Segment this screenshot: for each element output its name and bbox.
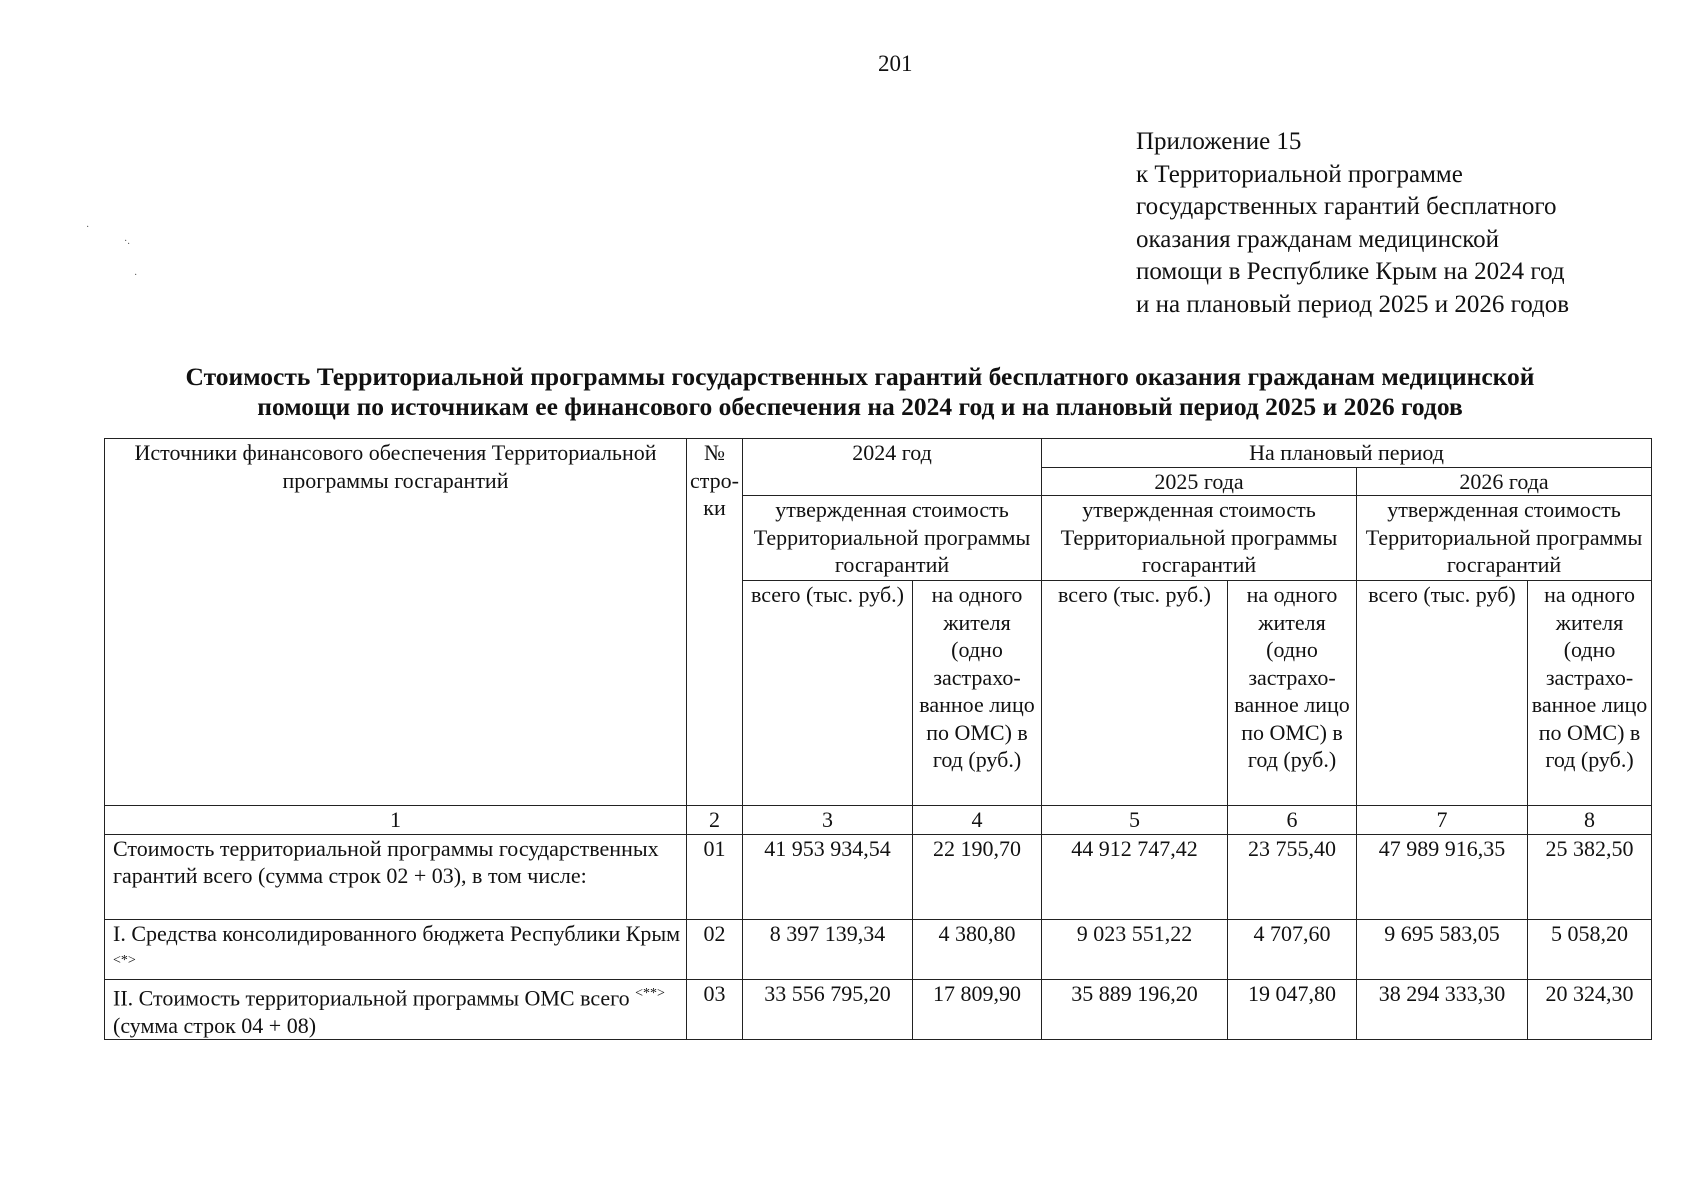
- table-row: [105, 919, 1652, 979]
- header-approved-cost-2026: утвержденная стоимость Территориальной программы госгарантий: [1357, 496, 1652, 581]
- column-number: 5: [1042, 806, 1228, 835]
- header-row-no: № стро-ки: [687, 439, 743, 806]
- title-line: помощи по источникам ее финансового обеспечения на 2024 год и на плановый период 2025 и 2026 годов: [257, 392, 1463, 421]
- header-per-resident-2025: на одного жителя (одно застрахо-ванное лицо по ОМС) в год (руб.): [1228, 581, 1357, 806]
- column-number: 8: [1528, 806, 1652, 835]
- appendix-line: оказания гражданам медицинской: [1136, 225, 1500, 253]
- scan-speck: ·: [134, 270, 138, 281]
- page-number: 201: [878, 51, 913, 76]
- row-name: I. Средства консолидированного бюджета Республики Крым <*>: [105, 919, 687, 979]
- column-number: 2: [687, 806, 743, 835]
- cell-value: 17 809,90: [913, 979, 1042, 1039]
- scan-speck: ·: [86, 222, 90, 233]
- column-number: 4: [913, 806, 1042, 835]
- header-approved-cost-2024: утвержденная стоимость Территориальной программы госгарантий: [743, 496, 1042, 581]
- column-number: 7: [1357, 806, 1528, 835]
- appendix-heading: [1136, 126, 1676, 321]
- cell-value: 41 953 934,54: [743, 834, 913, 919]
- cell-value: 9 023 551,22: [1042, 919, 1228, 979]
- cell-value: 38 294 333,30: [1357, 979, 1528, 1039]
- cell-value: 4 707,60: [1228, 919, 1357, 979]
- appendix-line: к Территориальной программе: [1136, 160, 1463, 188]
- appendix-line: помощи в Республике Крым на 2024 год: [1136, 258, 1565, 285]
- header-planned-period: На плановый период: [1042, 439, 1652, 468]
- cell-value: 35 889 196,20: [1042, 979, 1228, 1039]
- header-total-2024: всего (тыс. руб.): [743, 581, 913, 806]
- appendix-line: и на плановый период 2025 и 2026 годов: [1136, 290, 1570, 318]
- row-no: 03: [687, 979, 743, 1039]
- footnote-marker: <**>: [635, 985, 665, 1001]
- header-sources: Источники финансового обеспечения Территориальной программы госгарантий: [105, 439, 687, 806]
- cell-value: 23 755,40: [1228, 834, 1357, 919]
- column-number-row: [105, 806, 1652, 835]
- cell-value: 25 382,50: [1528, 834, 1652, 919]
- row-no: 01: [687, 834, 743, 919]
- column-number: 6: [1228, 806, 1357, 835]
- header-per-resident-2024: на одного жителя (одно застрахо-ванное лицо по ОМС) в год (руб.): [913, 581, 1042, 806]
- cell-value: 19 047,80: [1228, 979, 1357, 1039]
- scan-speck: ·.: [124, 236, 130, 247]
- header-year-2025: 2025 года: [1042, 467, 1357, 496]
- cell-value: 5 058,20: [1528, 919, 1652, 979]
- table-row: [105, 834, 1652, 919]
- cost-table: [104, 438, 1652, 1040]
- header-total-2025: всего (тыс. руб.): [1042, 581, 1228, 806]
- title-line: Стоимость Территориальной программы государственных гарантий бесплатного оказания гражданам медицинской: [185, 362, 1535, 391]
- column-number: 1: [105, 806, 687, 835]
- header-year-2024: 2024 год: [743, 439, 1042, 496]
- row-no: 02: [687, 919, 743, 979]
- cell-value: 8 397 139,34: [743, 919, 913, 979]
- appendix-line: государственных гарантий бесплатного: [1136, 193, 1557, 220]
- cell-value: 47 989 916,35: [1357, 834, 1528, 919]
- row-name: Стоимость территориальной программы государственных гарантий всего (сумма строк 02 + 03), в том числе:: [105, 834, 687, 919]
- cell-value: 9 695 583,05: [1357, 919, 1528, 979]
- header-year-2026: 2026 года: [1357, 467, 1652, 496]
- cell-value: 22 190,70: [913, 834, 1042, 919]
- cell-value: 4 380,80: [913, 919, 1042, 979]
- row-name: II. Стоимость территориальной программы ОМС всего <**> (сумма строк 04 + 08): [105, 979, 687, 1039]
- column-number: 3: [743, 806, 913, 835]
- cell-value: 44 912 747,42: [1042, 834, 1228, 919]
- header-per-resident-2026: на одного жителя (одно застрахо-ванное лицо по ОМС) в год (руб.): [1528, 581, 1652, 806]
- header-total-2026: всего (тыс. руб): [1357, 581, 1528, 806]
- cell-value: 33 556 795,20: [743, 979, 913, 1039]
- document-title: [60, 362, 1660, 422]
- cell-value: 20 324,30: [1528, 979, 1652, 1039]
- header-approved-cost-2025: утвержденная стоимость Территориальной программы госгарантий: [1042, 496, 1357, 581]
- table-row: [105, 979, 1652, 1039]
- footnote-marker: <*>: [113, 953, 136, 968]
- appendix-line: Приложение 15: [1136, 128, 1302, 155]
